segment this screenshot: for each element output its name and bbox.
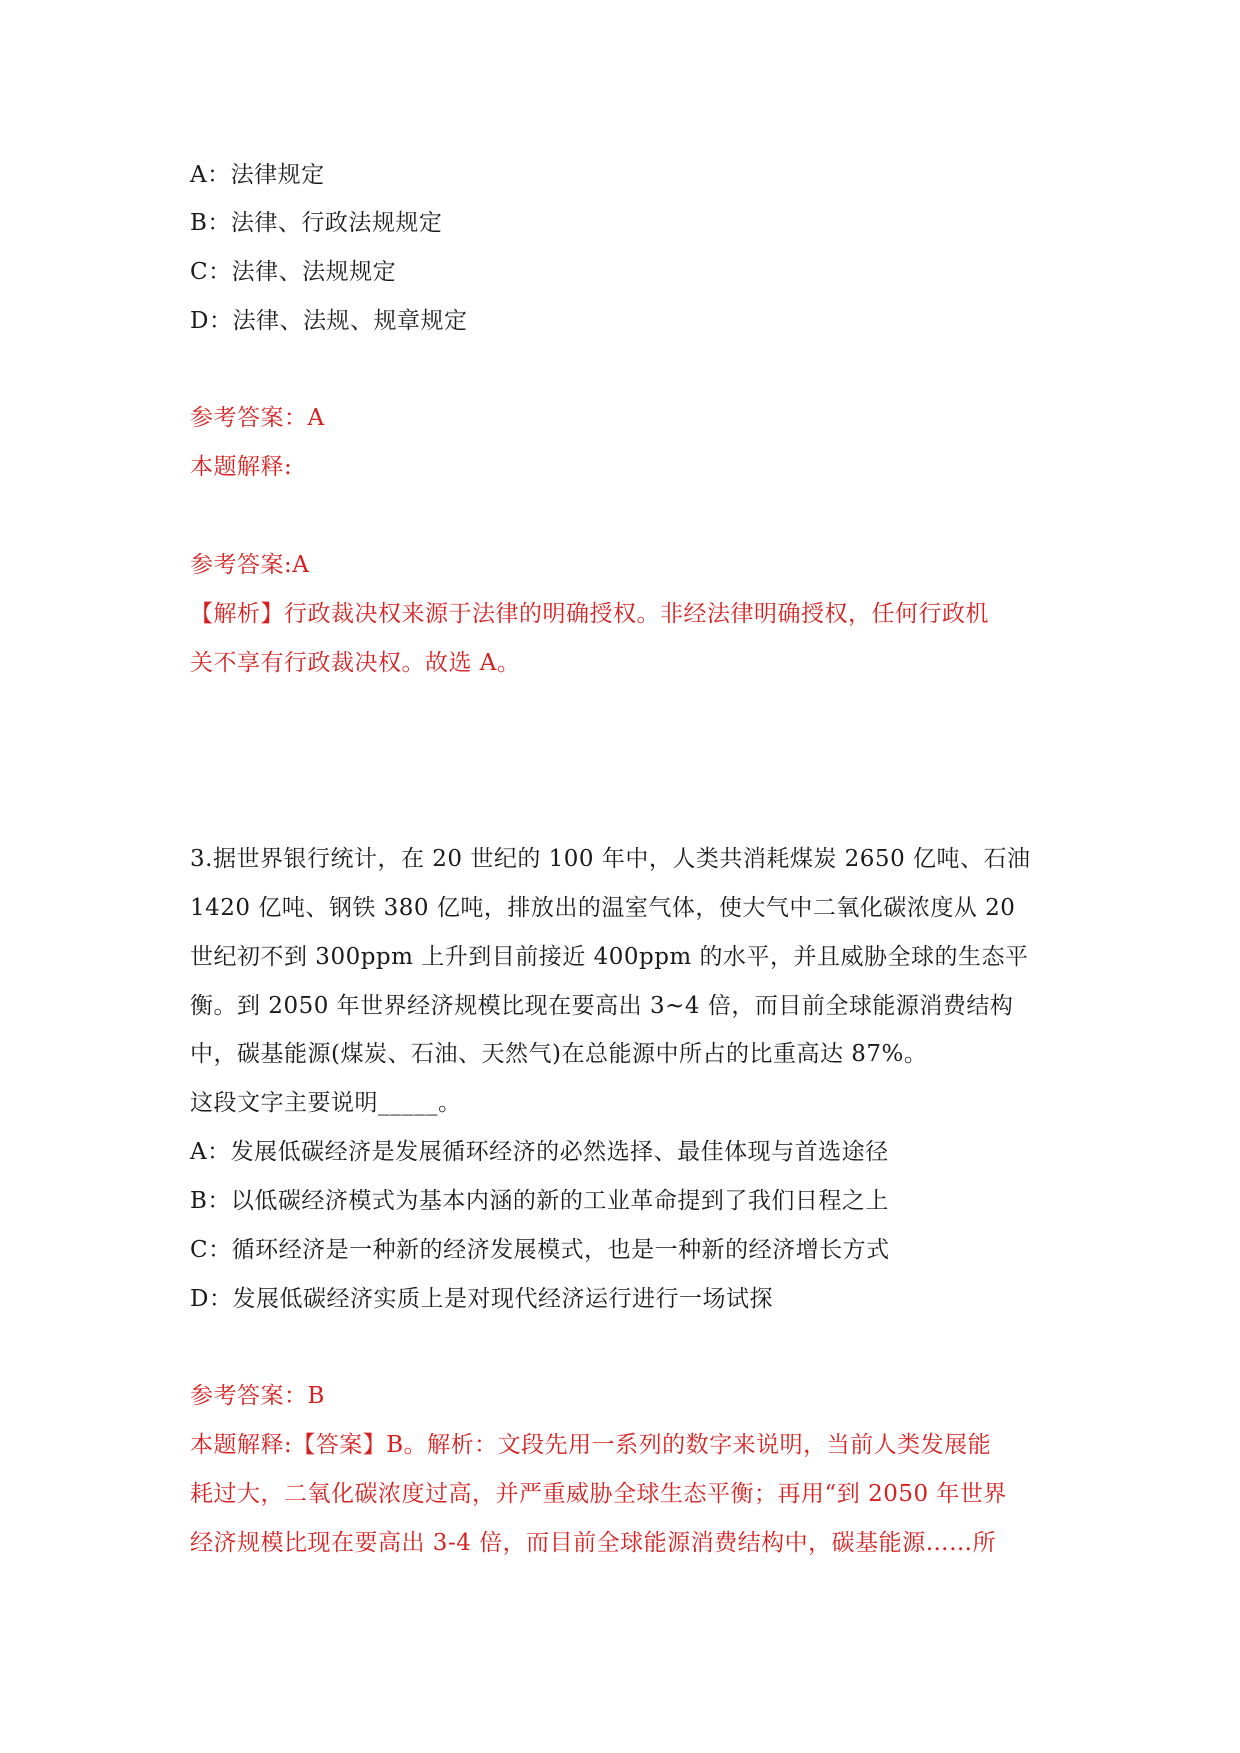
q2-analysis-line-1: 【解析】行政裁决权来源于法律的明确授权。非经法律明确授权，任何行政机 xyxy=(190,601,989,627)
q3-explanation-line-1: 本题解释:【答案】B。解析：文段先用一系列的数字来说明，当前人类发展能 xyxy=(190,1432,992,1458)
q3-stem-line-1: 3.据世界银行统计，在 20 世纪的 100 年中，人类共消耗煤炭 2650 亿吨、石油 xyxy=(190,846,1031,872)
q2-option-c: C：法律、法规规定 xyxy=(190,259,397,285)
q3-option-a: A：发展低碳经济是发展循环经济的必然选择、最佳体现与首选途径 xyxy=(190,1139,889,1165)
q2-option-b: B：法律、行政法规规定 xyxy=(190,210,443,236)
q2-answer-2: 参考答案:A xyxy=(190,552,310,578)
q3-option-c: C：循环经济是一种新的经济发展模式，也是一种新的经济增长方式 xyxy=(190,1237,890,1263)
q3-stem-line-3: 世纪初不到 300ppm 上升到目前接近 400ppm 的水平，并且威胁全球的生态平 xyxy=(190,944,1029,970)
q3-stem-line-2: 1420 亿吨、钢铁 380 亿吨，排放出的温室气体，使大气中二氧化碳浓度从 20 xyxy=(190,895,1016,921)
q3-answer: 参考答案：B xyxy=(190,1383,325,1409)
q2-analysis-line-2: 关不享有行政裁决权。故选 A。 xyxy=(190,650,521,676)
q2-option-d: D：法律、法规、规章规定 xyxy=(190,308,468,334)
q3-option-d: D：发展低碳经济实质上是对现代经济运行进行一场试探 xyxy=(190,1286,773,1312)
q2-option-a: A：法律规定 xyxy=(190,162,325,188)
q2-explanation-label: 本题解释: xyxy=(190,454,293,480)
q3-question-prompt: 这段文字主要说明_____。 xyxy=(190,1090,462,1116)
q3-explanation-line-2: 耗过大，二氧化碳浓度过高，并严重威胁全球生态平衡；再用“到 2050 年世界 xyxy=(190,1481,1007,1507)
q3-stem-line-4: 衡。到 2050 年世界经济规模比现在要高出 3~4 倍，而目前全球能源消费结构 xyxy=(190,993,1014,1019)
q3-option-b: B：以低碳经济模式为基本内涵的新的工业革命提到了我们日程之上 xyxy=(190,1188,889,1214)
q3-explanation-line-3: 经济规模比现在要高出 3-4 倍，而目前全球能源消费结构中，碳基能源……所 xyxy=(190,1530,997,1556)
q2-answer: 参考答案：A xyxy=(190,405,325,431)
q3-stem-line-5: 中，碳基能源(煤炭、石油、天然气)在总能源中所占的比重高达 87%。 xyxy=(190,1041,928,1067)
